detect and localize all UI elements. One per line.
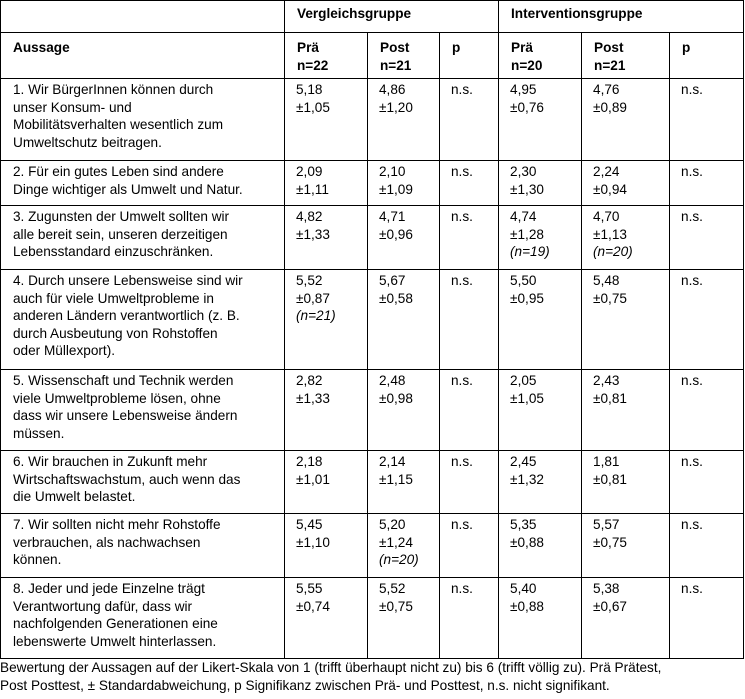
statement-line: alle bereit sein, unseren derzeitigen — [13, 226, 228, 242]
statement-line: die Umwelt belastet. — [13, 489, 136, 504]
header-v-p-label: p — [452, 40, 461, 55]
table-row — [1, 370, 744, 451]
value-cell-v-p — [440, 161, 499, 206]
mean-value: 2,14 — [379, 454, 406, 469]
value-cell-v-post — [368, 161, 440, 206]
sample-size-note: (n=20) — [379, 552, 419, 567]
header-i-pre — [499, 33, 582, 79]
statement-cell — [1, 578, 285, 659]
statement-line: dass wir unsere Lebensweise ändern — [13, 408, 238, 423]
statement-cell — [1, 206, 285, 270]
p-value: n.s. — [681, 164, 703, 179]
mean-value: 5,52 — [296, 273, 323, 288]
value-cell-i-p — [670, 514, 744, 578]
sd-value: ±0,88 — [510, 598, 544, 614]
sd-value: ±0,67 — [593, 598, 627, 614]
statement-line: Mobilitätsverhalten wesentlich zum — [13, 117, 224, 132]
statement-line: müssen. — [13, 425, 65, 441]
value-cell-i-post — [582, 270, 670, 370]
value-cell-i-p — [670, 270, 744, 370]
mean-value: 5,52 — [379, 581, 406, 596]
statement-line: 2. Für ein gutes Leben sind andere — [13, 164, 224, 179]
value-cell-i-pre — [499, 206, 582, 270]
p-value: n.s. — [681, 454, 703, 469]
value-cell-v-post — [368, 514, 440, 578]
sd-value: ±0,98 — [379, 390, 413, 406]
mean-value: 2,24 — [593, 164, 620, 179]
sd-value: ±0,88 — [510, 534, 544, 550]
sd-value: ±0,81 — [593, 390, 627, 406]
mean-value: 5,50 — [510, 273, 537, 288]
sd-value: ±1,05 — [296, 99, 330, 115]
mean-value: 5,35 — [510, 517, 537, 532]
value-cell-v-post — [368, 79, 440, 161]
statement-line: Verantwortung dafür, dass wir — [13, 598, 193, 614]
value-cell-i-p — [670, 578, 744, 659]
p-value: n.s. — [681, 373, 703, 388]
header-aussage — [1, 33, 285, 79]
mean-value: 5,38 — [593, 581, 620, 596]
mean-value: 5,45 — [296, 517, 323, 532]
sample-size-note: (n=21) — [296, 308, 336, 323]
value-cell-i-post — [582, 370, 670, 451]
table-body — [1, 1, 744, 659]
header-v-pre-n: n=22 — [297, 57, 329, 73]
header-i-p-label: p — [682, 40, 691, 55]
sd-value: ±1,01 — [296, 471, 330, 487]
empty-corner-cell — [1, 1, 285, 33]
value-cell-v-post — [368, 370, 440, 451]
sample-size-note: (n=19) — [510, 244, 550, 259]
sd-value: ±0,75 — [593, 534, 627, 550]
p-value: n.s. — [451, 164, 473, 179]
value-cell-v-post — [368, 206, 440, 270]
header-v-p — [440, 33, 499, 79]
mean-value: 5,20 — [379, 517, 406, 532]
sample-size-note: (n=20) — [593, 244, 633, 259]
value-cell-i-post — [582, 578, 670, 659]
header-v-post-label: Post — [380, 40, 410, 55]
p-value: n.s. — [681, 82, 703, 97]
sd-value: ±0,96 — [379, 226, 413, 242]
value-cell-v-post — [368, 578, 440, 659]
statement-line: Umweltschutz beitragen. — [13, 134, 162, 150]
statement-line: Dinge wichtiger als Umwelt und Natur. — [13, 181, 243, 197]
header-v-pre — [285, 33, 368, 79]
header-i-pre-n: n=20 — [511, 57, 543, 73]
statement-line: lebenswerte Umwelt hinterlassen. — [13, 633, 217, 649]
caption-line: Post Posttest, ± Standardabweichung, p Signifikanz zwischen Prä- und Posttest, n.s. nicht signifikant. — [0, 677, 610, 693]
p-value: n.s. — [681, 581, 703, 596]
mean-value: 4,71 — [379, 209, 406, 224]
value-cell-i-post — [582, 514, 670, 578]
value-cell-i-p — [670, 206, 744, 270]
value-cell-i-pre — [499, 578, 582, 659]
mean-value: 4,70 — [593, 209, 620, 224]
value-cell-v-post — [368, 451, 440, 514]
header-v-pre-label: Prä — [297, 40, 319, 55]
statement-line: Wirtschaftswachstum, auch wenn das — [13, 471, 241, 487]
mean-value: 2,30 — [510, 164, 537, 179]
table-row — [1, 79, 744, 161]
sd-value: ±0,94 — [593, 181, 627, 197]
value-cell-i-p — [670, 161, 744, 206]
mean-value: 2,82 — [296, 373, 323, 388]
header-i-p — [670, 33, 744, 79]
statement-cell — [1, 514, 285, 578]
sd-value: ±1,13 — [593, 226, 627, 242]
table-row — [1, 451, 744, 514]
sd-value: ±0,87 — [296, 290, 330, 306]
mean-value: 4,86 — [379, 82, 406, 97]
statement-line: auch für viele Umweltprobleme in — [13, 290, 214, 306]
value-cell-v-pre — [285, 514, 368, 578]
mean-value: 2,09 — [296, 164, 323, 179]
sd-value: ±0,81 — [593, 471, 627, 487]
value-cell-v-pre — [285, 79, 368, 161]
sd-value: ±1,15 — [379, 471, 413, 487]
sd-value: ±0,95 — [510, 290, 544, 306]
value-cell-v-p — [440, 79, 499, 161]
mean-value: 5,57 — [593, 517, 620, 532]
sd-value: ±0,58 — [379, 290, 413, 306]
statement-line: nachfolgenden Generationen eine — [13, 616, 218, 631]
statement-cell — [1, 451, 285, 514]
group-intervention-label: Interventionsgruppe — [511, 6, 643, 21]
mean-value: 5,48 — [593, 273, 620, 288]
mean-value: 1,81 — [593, 454, 620, 469]
table-caption — [0, 659, 745, 694]
statement-line: 1. Wir BürgerInnen können durch — [13, 82, 214, 97]
mean-value: 2,10 — [379, 164, 406, 179]
mean-value: 2,05 — [510, 373, 537, 388]
value-cell-i-post — [582, 206, 670, 270]
sd-value: ±1,32 — [510, 471, 544, 487]
value-cell-i-post — [582, 79, 670, 161]
p-value: n.s. — [451, 454, 473, 469]
column-header-row — [1, 33, 744, 79]
value-cell-v-pre — [285, 270, 368, 370]
value-cell-i-pre — [499, 370, 582, 451]
value-cell-i-post — [582, 161, 670, 206]
value-cell-v-pre — [285, 206, 368, 270]
mean-value: 2,45 — [510, 454, 537, 469]
mean-value: 2,48 — [379, 373, 406, 388]
value-cell-i-pre — [499, 451, 582, 514]
value-cell-v-p — [440, 578, 499, 659]
value-cell-v-post — [368, 270, 440, 370]
value-cell-i-p — [670, 451, 744, 514]
header-i-post-label: Post — [594, 40, 624, 55]
statement-line: unser Konsum- und — [13, 99, 132, 115]
statement-line: verbrauchen, als nachwachsen — [13, 534, 201, 550]
header-v-post-n: n=21 — [380, 57, 412, 73]
value-cell-v-p — [440, 370, 499, 451]
mean-value: 2,43 — [593, 373, 620, 388]
sd-value: ±0,75 — [593, 290, 627, 306]
sd-value: ±1,33 — [296, 390, 330, 406]
header-i-post — [582, 33, 670, 79]
value-cell-v-pre — [285, 161, 368, 206]
group-vergleich-label: Vergleichsgruppe — [297, 6, 412, 21]
statement-line: 4. Durch unsere Lebensweise sind wir — [13, 273, 243, 288]
value-cell-v-pre — [285, 451, 368, 514]
statement-line: 7. Wir sollten nicht mehr Rohstoffe — [13, 517, 221, 532]
sd-value: ±1,20 — [379, 99, 413, 115]
p-value: n.s. — [681, 517, 703, 532]
mean-value: 5,40 — [510, 581, 537, 596]
value-cell-i-p — [670, 370, 744, 451]
p-value: n.s. — [451, 581, 473, 596]
value-cell-i-pre — [499, 79, 582, 161]
mean-value: 4,74 — [510, 209, 537, 224]
table-row — [1, 161, 744, 206]
sd-value: ±1,28 — [510, 226, 544, 242]
p-value: n.s. — [451, 517, 473, 532]
group-header-row — [1, 1, 744, 33]
p-value: n.s. — [451, 82, 473, 97]
mean-value: 5,55 — [296, 581, 323, 596]
statement-line: oder Müllexport). — [13, 343, 115, 358]
statement-line: können. — [13, 552, 62, 567]
statement-line: 6. Wir brauchen in Zukunft mehr — [13, 454, 208, 469]
sd-value: ±1,09 — [379, 181, 413, 197]
sd-value: ±1,11 — [296, 181, 329, 197]
mean-value: 5,18 — [296, 82, 323, 97]
mean-value: 2,18 — [296, 454, 323, 469]
value-cell-v-p — [440, 451, 499, 514]
mean-value: 5,67 — [379, 273, 406, 288]
statement-line: 5. Wissenschaft und Technik werden — [13, 373, 234, 388]
value-cell-i-pre — [499, 514, 582, 578]
caption-line: Bewertung der Aussagen auf der Likert-Skala von 1 (trifft überhaupt nicht zu) bis 6 (trifft völlig zu). Prä Prätest, — [0, 660, 662, 675]
value-cell-v-p — [440, 206, 499, 270]
table-row — [1, 270, 744, 370]
value-cell-v-p — [440, 514, 499, 578]
table-row — [1, 578, 744, 659]
statement-cell — [1, 270, 285, 370]
mean-value: 4,76 — [593, 82, 620, 97]
sd-value: ±1,30 — [510, 181, 544, 197]
mean-value: 4,82 — [296, 209, 323, 224]
sd-value: ±0,89 — [593, 99, 627, 115]
statement-line: anderen Ländern verantwortlich (z. B. — [13, 308, 240, 323]
statement-line: Lebensstandard einzuschränken. — [13, 244, 214, 259]
p-value: n.s. — [451, 373, 473, 388]
p-value: n.s. — [681, 209, 703, 224]
p-value: n.s. — [451, 209, 473, 224]
sd-value: ±1,10 — [296, 534, 330, 550]
sd-value: ±1,33 — [296, 226, 330, 242]
value-cell-v-pre — [285, 370, 368, 451]
statement-cell — [1, 161, 285, 206]
sd-value: ±0,74 — [296, 598, 330, 614]
group-vergleich-cell — [285, 1, 499, 33]
statement-line: 3. Zugunsten der Umwelt sollten wir — [13, 209, 230, 224]
header-i-pre-label: Prä — [511, 40, 533, 55]
group-intervention-cell — [499, 1, 744, 33]
sd-value: ±1,05 — [510, 390, 544, 406]
header-v-post — [368, 33, 440, 79]
value-cell-i-p — [670, 79, 744, 161]
header-i-post-n: n=21 — [594, 57, 626, 73]
mean-value: 4,95 — [510, 82, 537, 97]
sd-value: ±0,75 — [379, 598, 413, 614]
table-row — [1, 514, 744, 578]
statement-line: 8. Jeder und jede Einzelne trägt — [13, 581, 205, 596]
value-cell-i-pre — [499, 161, 582, 206]
statement-line: durch Ausbeutung von Rohstoffen — [13, 325, 218, 341]
table-row — [1, 206, 744, 270]
value-cell-v-p — [440, 270, 499, 370]
sd-value: ±0,76 — [510, 99, 544, 115]
p-value: n.s. — [681, 273, 703, 288]
statement-cell — [1, 79, 285, 161]
header-aussage-label: Aussage — [13, 40, 70, 55]
value-cell-i-post — [582, 451, 670, 514]
value-cell-i-pre — [499, 270, 582, 370]
statement-cell — [1, 370, 285, 451]
sd-value: ±1,24 — [379, 534, 413, 550]
p-value: n.s. — [451, 273, 473, 288]
statement-line: viele Umweltprobleme lösen, ohne — [13, 390, 221, 406]
value-cell-v-pre — [285, 578, 368, 659]
